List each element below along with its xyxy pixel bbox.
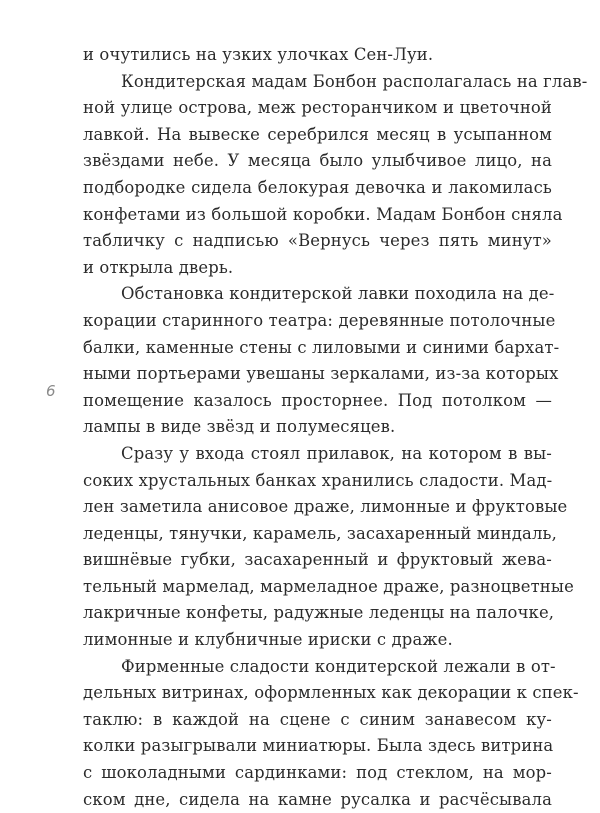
text-line: балки, каменные стены с лиловыми и синими бархат- (83, 337, 560, 357)
paragraph (83, 441, 574, 654)
text-line: соких хрустальных банках хранились сладости. Мад- (83, 470, 553, 490)
text-line: лавкой. На вывеске серебрился месяц в усыпанном (83, 124, 552, 144)
text-line: конфетами из большой коробки. Мадам Бонбон сняла (83, 204, 563, 224)
paragraph (83, 69, 588, 282)
text-line: лен заметила анисовое драже, лимонные и фруктовые (83, 497, 568, 517)
text-line: ными портьерами увешаны зеркалами, из-за которых (83, 364, 559, 384)
text-line: вишнёвые губки, засахаренный и фруктовый жева- (83, 550, 552, 570)
text-line: таклю: в каждой на сцене с синим занавесом ку- (83, 709, 552, 729)
text-line: помещение казалось просторнее. Под потолком — (83, 390, 552, 410)
text-line: звёздами небе. У месяца было улыбчивое лицо, на (83, 151, 552, 171)
text-line: табличку с надписью «Вернусь через пять минут» (83, 231, 552, 251)
text-line: Фирменные сладости кондитерской лежали в от- (121, 656, 556, 676)
paragraph (83, 42, 552, 69)
text-line: подбородке сидела белокурая девочка и лакомилась (83, 177, 552, 197)
text-line: ском дне, сидела на камне русалка и расчёсывала (83, 789, 552, 809)
page-number: 6 (46, 382, 56, 400)
text-line: Обстановка кондитерской лавки походила на де- (121, 284, 555, 304)
text-line: лакричные конфеты, радужные леденцы на палочке, (83, 603, 555, 623)
paragraph (83, 281, 560, 441)
text-line: с шоколадными сардинками: под стеклом, на мор- (83, 763, 552, 783)
text-line: тельный мармелад, мармеладное драже, разноцветные (83, 576, 574, 596)
text-line: лампы в виде звёзд и полумесяцев. (83, 417, 396, 437)
text-line: и очутились на узких улочках Сен-Луи. (83, 45, 434, 64)
text-line: ной улице острова, меж ресторанчиком и цветочной (83, 98, 552, 118)
text-line: корации старинного театра: деревянные потолочные (83, 310, 556, 330)
text-column (83, 42, 588, 813)
text-line: Сразу у входа стоял прилавок, на котором в вы- (121, 443, 552, 463)
text-line: колки разыгрывали миниатюры. Была здесь витрина (83, 736, 554, 756)
text-line: Кондитерская мадам Бонбон располагалась на глав- (121, 71, 588, 91)
paragraph (83, 654, 579, 813)
text-line: дельных витринах, оформленных как декорации к спек- (83, 683, 579, 703)
text-line: лимонные и клубничные ириски с драже. (83, 630, 453, 650)
text-line: леденцы, тянучки, карамель, засахаренный миндаль, (83, 523, 557, 543)
text-line: и открыла дверь. (83, 257, 234, 277)
